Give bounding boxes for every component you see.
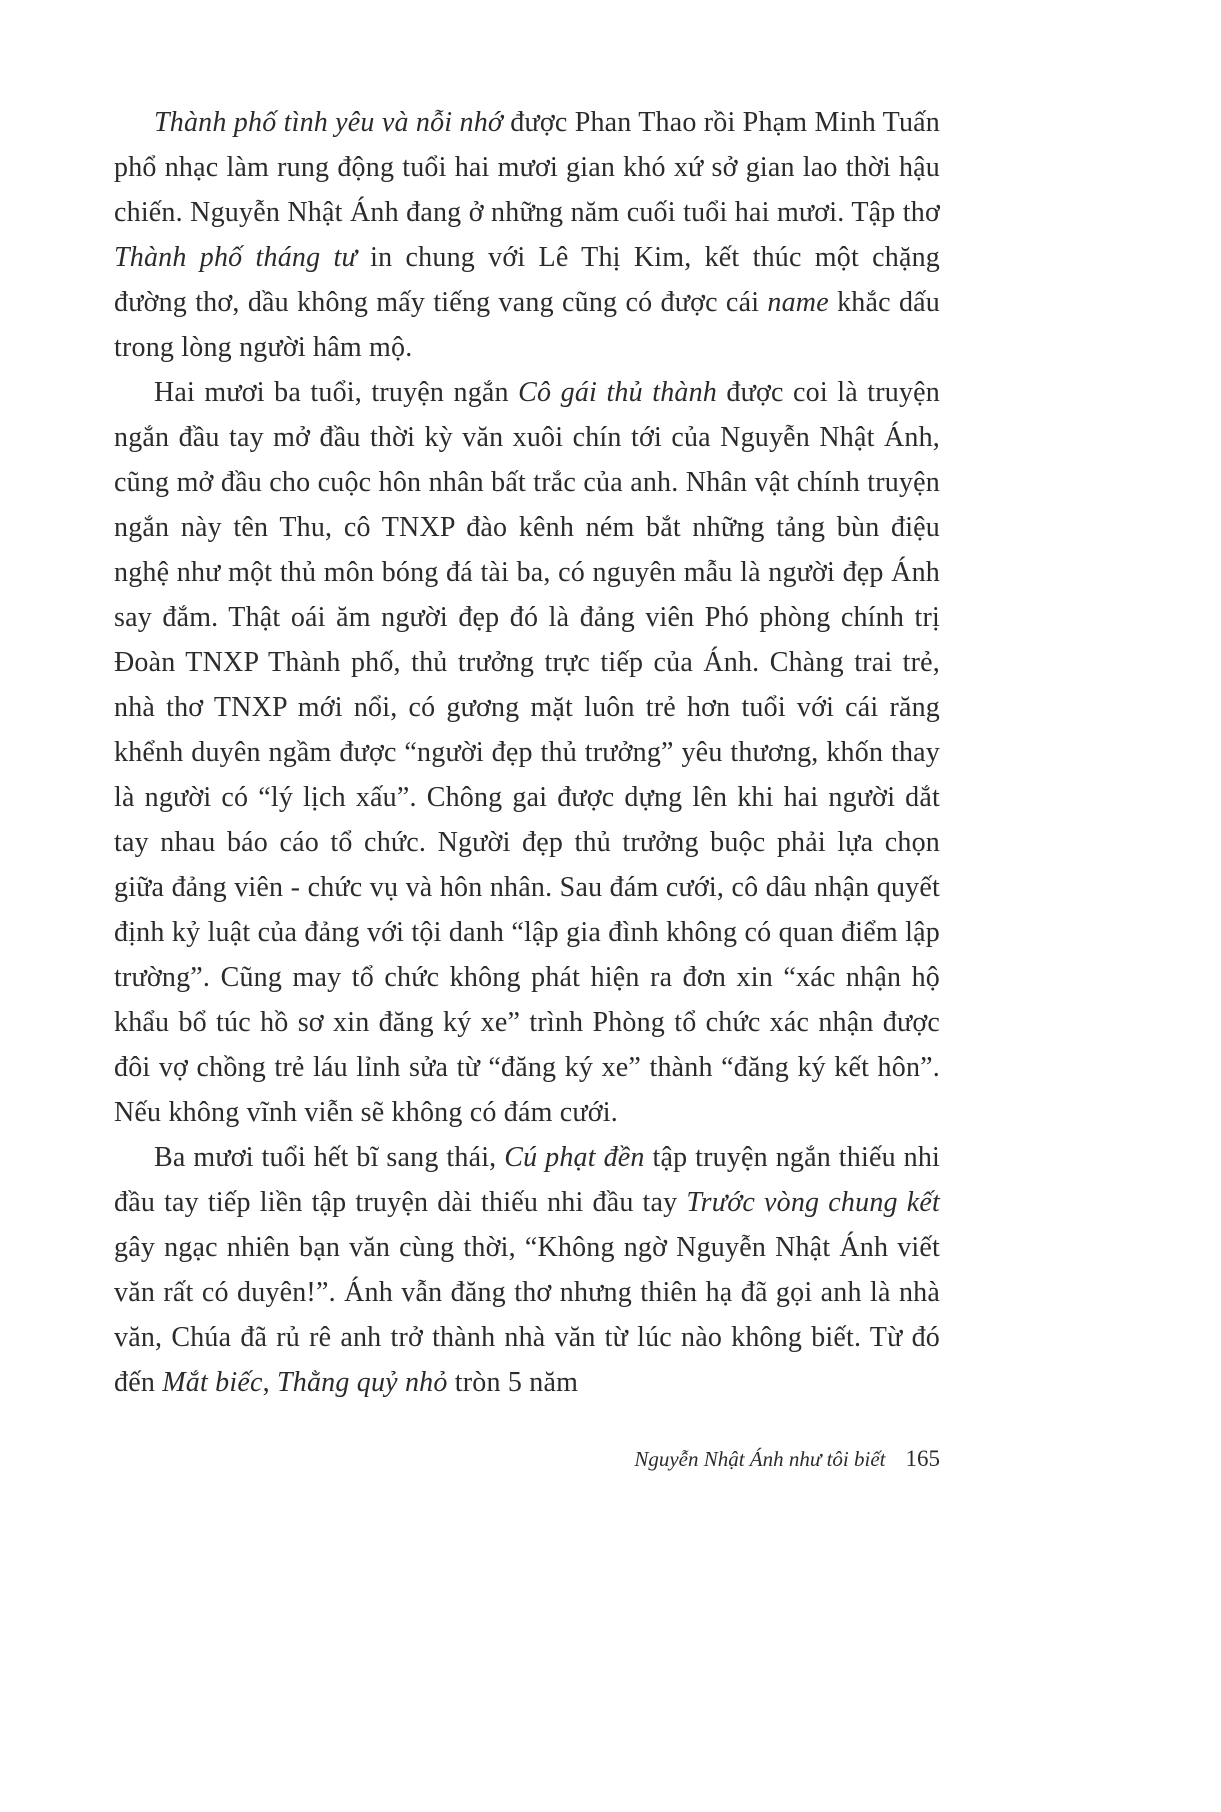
text-run: Ba mươi tuổi hết bĩ sang thái,: [154, 1142, 505, 1173]
italic-text-run: Thằng quỷ nhỏ: [276, 1367, 448, 1398]
text-run: ,: [262, 1367, 277, 1398]
paragraph: [114, 100, 940, 370]
text-block: [114, 100, 940, 1405]
paragraph: [114, 370, 940, 1135]
page-number: 165: [905, 1446, 940, 1471]
text-run: tròn 5 năm: [447, 1367, 579, 1398]
italic-text-run: Thành phố tình yêu và nỗi nhớ: [154, 107, 504, 138]
text-run: được coi là truyện ngắn đầu tay mở đầu thời kỳ văn xuôi chín tới của Nguyễn Nhật Ánh, cũng mở đầu cho cuộc hôn nhân bất trắc của anh. Nhân vật chính truyện ngắn này tên Thu, cô TNXP đào kênh ném bắt những tảng bùn điệu nghệ như một thủ môn bóng đá tài ba, có nguyên mẫu là người đẹp Ánh say đắm. Thật oái ăm người đẹp đó là đảng viên Phó phòng chính trị Đoàn TNXP Thành phố, thủ trưởng trực tiếp của Ánh. Chàng trai trẻ, nhà thơ TNXP mới nổi, có gương mặt luôn trẻ hơn tuổi với cái răng khểnh duyên ngầm được “người đẹp thủ trưởng” yêu thương, khốn thay là người có “lý lịch xấu”. Chông gai được dựng lên khi hai người dắt tay nhau báo cáo tổ chức. Người đẹp thủ trưởng buộc phải lựa chọn giữa đảng viên - chức vụ và hôn nhân. Sau đám cưới, cô dâu nhận quyết định kỷ luật của đảng với tội danh “lập gia đình không có quan điểm lập trường”. Cũng may tổ chức không phát hiện ra đơn xin “xác nhận hộ khẩu bổ túc hồ sơ xin đăng ký xe” trình Phòng tổ chức xác nhận được đôi vợ chồng trẻ láu lỉnh sửa từ “đăng ký xe” thành “đăng ký kết hôn”. Nếu không vĩnh viễn sẽ không có đám cưới.: [114, 377, 941, 1128]
italic-text-run: Cú phạt đền: [504, 1142, 645, 1173]
running-footer-title: Nguyễn Nhật Ánh như tôi biết: [634, 1447, 886, 1471]
italic-text-run: Trước vòng chung kết: [686, 1187, 941, 1218]
paragraph: [114, 1135, 940, 1405]
italic-text-run: Mắt biếc: [162, 1367, 263, 1398]
italic-text-run: Cô gái thủ thành: [518, 377, 718, 408]
text-run: in chung với Lê Thị Kim, kết thúc một chặng đường thơ, dầu không mấy tiếng vang cũng có được cái: [114, 242, 940, 318]
italic-text-run: Thành phố tháng tư: [114, 242, 357, 273]
text-run: tập truyện ngắn thiếu nhi đầu tay tiếp liền tập truyện dài thiếu nhi đầu tay: [114, 1142, 940, 1218]
text-run: Hai mươi ba tuổi, truyện ngắn: [154, 377, 519, 408]
page-footer: [114, 1446, 940, 1472]
italic-text-run: name: [767, 287, 829, 318]
text-run: khắc dấu trong lòng người hâm mộ.: [114, 287, 940, 363]
text-run: được Phan Thao rồi Phạm Minh Tuấn phổ nhạc làm rung động tuổi hai mươi gian khó xứ sở gian lao thời hậu chiến. Nguyễn Nhật Ánh đang ở những năm cuối tuổi hai mươi. Tập thơ: [114, 107, 940, 228]
text-run: gây ngạc nhiên bạn văn cùng thời, “Không ngờ Nguyễn Nhật Ánh viết văn rất có duyên!”. Ánh vẫn đăng thơ nhưng thiên hạ đã gọi anh là nhà văn, Chúa đã rủ rê anh trở thành nhà văn từ lúc nào không biết. Từ đó đến: [114, 1232, 940, 1398]
